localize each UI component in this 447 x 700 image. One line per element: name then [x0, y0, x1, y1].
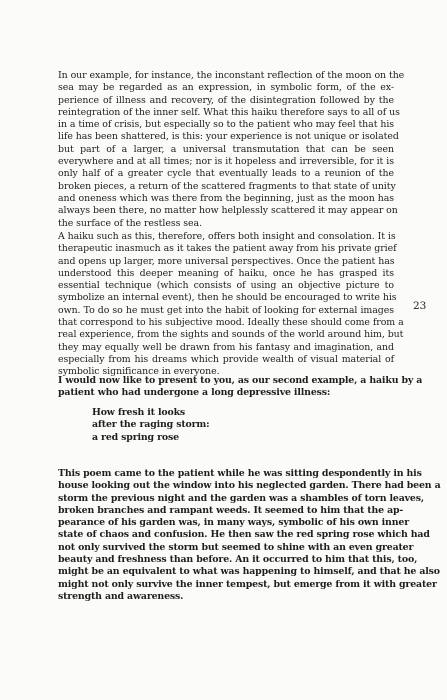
text-line: always been there, no matter how helplessly scattered it may appear on — [58, 205, 398, 217]
text-line: essential technique (which consists of using an objective picture to — [58, 280, 394, 292]
text-line: symbolic significance in everyone. — [58, 366, 220, 378]
text-line: house looking out the window into his neglected garden. There had been a — [58, 480, 441, 492]
text-line: pearance of his garden was, in many ways, symbolic of his own inner — [58, 517, 409, 529]
text-line: not only survived the storm but seemed to shine with an even greater — [58, 541, 414, 553]
text-line: I would now like to present to you, as our second example, a haiku by a — [58, 375, 423, 386]
poem-line: a red spring rose — [92, 431, 179, 443]
text-line: the surface of the restless sea. — [58, 217, 203, 229]
text-line: understood this deeper meaning of haiku, once he has grasped its — [58, 267, 394, 279]
text-line: symbolize an internal event), then he should be encouraged to write his — [58, 292, 397, 304]
haiku-poem — [92, 407, 209, 444]
text-line: especially from his dreams which provide wealth of visual material of — [58, 353, 394, 365]
text-line: broken pieces, a return of the scattered fragments to that state of unity — [58, 180, 396, 192]
paragraph-2 — [58, 231, 404, 379]
poem-line: after the raging storm: — [92, 419, 210, 431]
text-line: This poem came to the patient while he was sitting despondently in his — [58, 468, 422, 479]
text-line: but part of a larger, a universal transmutation that can be seen — [58, 143, 394, 155]
text-line: patient who had undergone a long depressive illness: — [58, 387, 331, 399]
text-line: storm the previous night and the garden was a shambles of torn leaves, — [58, 492, 424, 504]
text-line: perience of illness and recovery, of the disintegration followed by the — [58, 94, 394, 106]
page-number: 23 — [413, 300, 427, 312]
paragraph-1 — [58, 70, 405, 230]
text-line: therapeutic inasmuch as it takes the patient away from his private grief — [58, 243, 397, 255]
text-line: they may equally well be drawn from his fantasy and imagination, and — [58, 341, 394, 353]
text-line: life has been shattered, is this: your experience is not unique or isolated — [58, 131, 399, 143]
text-line: broken branches and rampant weeds. It seemed to him that the ap- — [58, 504, 404, 516]
text-line: everywhere and at all times; nor is it hopeless and irreversible, for it is — [58, 156, 394, 168]
text-line: and oneness which was there from the beginning, just as the moon has — [58, 192, 394, 204]
text-line: that correspond to his subjective mood. Ideally these should come from a — [58, 317, 404, 329]
text-line: real experience, from the sights and sounds of the world around him, but — [58, 329, 404, 341]
text-line: reintegration of the inner self. What this haiku therefore says to all of us — [58, 106, 400, 118]
text-line: might not only survive the inner tempest, but emerge from it with greater — [58, 578, 437, 590]
text-line: beauty and freshness than before. An it occurred to him that this, too, — [58, 554, 418, 566]
text-line: In our example, for instance, the inconstant reflection of the moon on the — [58, 70, 405, 81]
text-line: only half of a greater cycle that eventually leads to a reunion of the — [58, 168, 394, 180]
text-line: and opens up larger, more universal perspectives. Once the patient has — [58, 255, 395, 267]
text-line: A haiku such as this, therefore, offers both insight and consolation. It is — [58, 231, 396, 242]
text-line: in a time of crisis, but especially so to the patient who may feel that his — [58, 119, 395, 131]
paragraph-3 — [58, 375, 423, 400]
text-line: strength and awareness. — [58, 590, 184, 602]
text-line: sea may be regarded as an expression, in symbolic form, of the ex- — [58, 82, 394, 94]
text-line: own. To do so he must get into the habit of looking for external images — [58, 304, 394, 316]
poem-line: How fresh it looks — [92, 407, 186, 418]
text-line: state of chaos and confusion. He then saw the red spring rose which had — [58, 529, 430, 541]
text-line: might be an equivalent to what was happening to himself, and that he also — [58, 566, 440, 578]
paragraph-4 — [58, 468, 441, 603]
